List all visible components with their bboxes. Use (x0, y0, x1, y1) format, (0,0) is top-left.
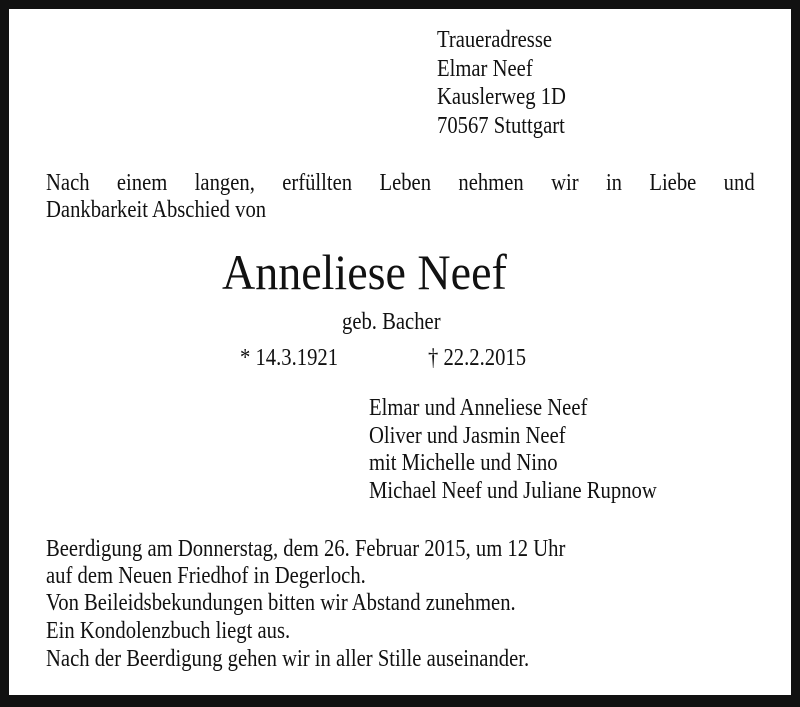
word: Nach (46, 170, 90, 196)
mourner-line: Michael Neef und Juliane Rupnow (369, 478, 657, 504)
notice-card (9, 9, 791, 695)
address-street: Kauslerweg 1D (437, 84, 566, 110)
address-heading: Traueradresse (437, 27, 553, 53)
intro-line-1 (46, 171, 755, 195)
funeral-note: Nach der Beerdigung gehen wir in aller Stille auseinander. (46, 646, 530, 672)
birth-date: * 14.3.1921 (240, 345, 339, 371)
funeral-note: Beerdigung am Donnerstag, dem 26. Februar 2015, um 12 Uhr (46, 536, 566, 562)
word: Liebe (649, 170, 697, 196)
deceased-name: Anneliese Neef (222, 244, 507, 300)
word: einem (116, 170, 168, 196)
mourner-line: Elmar und Anneliese Neef (369, 395, 588, 421)
funeral-note: Ein Kondolenzbuch liegt aus. (46, 618, 291, 644)
word: in (605, 170, 622, 196)
funeral-note: Von Beileidsbekundungen bitten wir Abstand zunehmen. (46, 590, 516, 616)
funeral-note: auf dem Neuen Friedhof in Degerloch. (46, 563, 366, 589)
death-date: † 22.2.2015 (428, 345, 527, 371)
maiden-name: geb. Bacher (342, 309, 441, 335)
word: nehmen (458, 170, 524, 196)
word: langen, (194, 170, 255, 196)
address-city: 70567 Stuttgart (437, 113, 565, 139)
mourner-line: mit Michelle und Nino (369, 450, 558, 476)
word: und (723, 170, 755, 196)
word: Leben (379, 170, 432, 196)
mourner-line: Oliver und Jasmin Neef (369, 423, 566, 449)
word: wir (551, 170, 579, 196)
address-name: Elmar Neef (437, 56, 533, 82)
word: erfüllten (282, 170, 353, 196)
intro-line-2: Dankbarkeit Abschied von (46, 197, 267, 223)
